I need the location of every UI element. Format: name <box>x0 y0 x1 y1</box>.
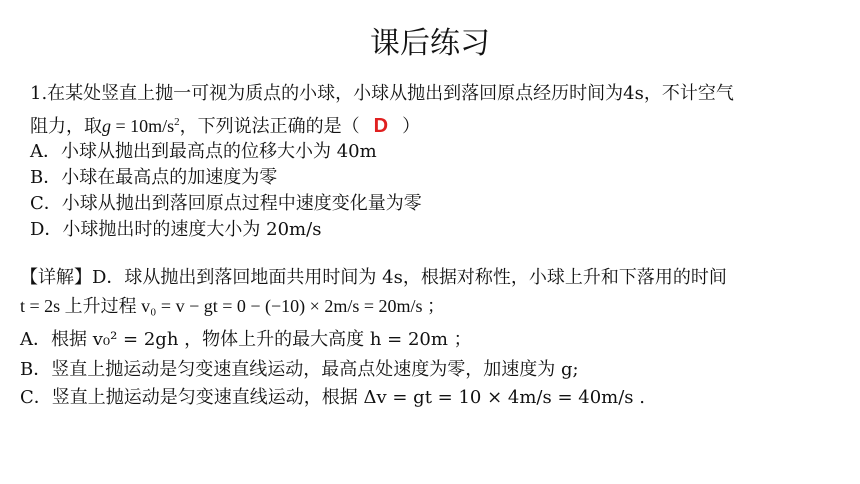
question-line-2 <box>30 110 420 139</box>
explanation-line-5: C．竖直上抛运动是匀变速直线运动，根据 Δv = gt = 10 × 4m/s = 40m/s . <box>20 387 645 408</box>
gravity-exponent: 2 <box>174 116 180 128</box>
answer-mark: D <box>373 115 389 137</box>
gravity-value: = 10m/s <box>111 116 175 136</box>
option-b: B．小球在最高点的加速度为零 <box>30 167 278 188</box>
question-line-1: 1.在某处竖直上抛一可视为质点的小球，小球从抛出到落回原点经历时间为4s，不计空气 <box>30 83 734 104</box>
option-d: D．小球抛出时的速度大小为 20m/s <box>30 219 322 240</box>
explanation-line-1: 【详解】D．球从抛出到落回地面共用时间为 4s，根据对称性，小球上升和下落用的时间 <box>20 267 727 288</box>
question-line-2-suffix: ，下列说法正确的是（ <box>179 116 360 137</box>
question-line-2-prefix: 阻力，取 <box>30 116 102 137</box>
explanation-line-3: A．根据 v₀² = 2gh ，物体上升的最大高度 h = 20m ； <box>20 329 472 350</box>
gravity-symbol: g <box>102 116 111 136</box>
option-c: C．小球从抛出到落回原点过程中速度变化量为零 <box>30 193 422 214</box>
question-line-2-close: ） <box>402 116 421 137</box>
explanation-line-4: B．竖直上抛运动是匀变速直线运动，最高点处速度为零，加速度为 g; <box>20 359 579 380</box>
explanation-line-2: t = 2s 上升过程 v₀ = v − gt = 0 − (−10) × 2m/s = 20m/s ； <box>20 296 445 316</box>
page-title: 课后练习 <box>370 26 490 61</box>
option-a: A．小球从抛出到最高点的位移大小为 40m <box>30 141 377 162</box>
